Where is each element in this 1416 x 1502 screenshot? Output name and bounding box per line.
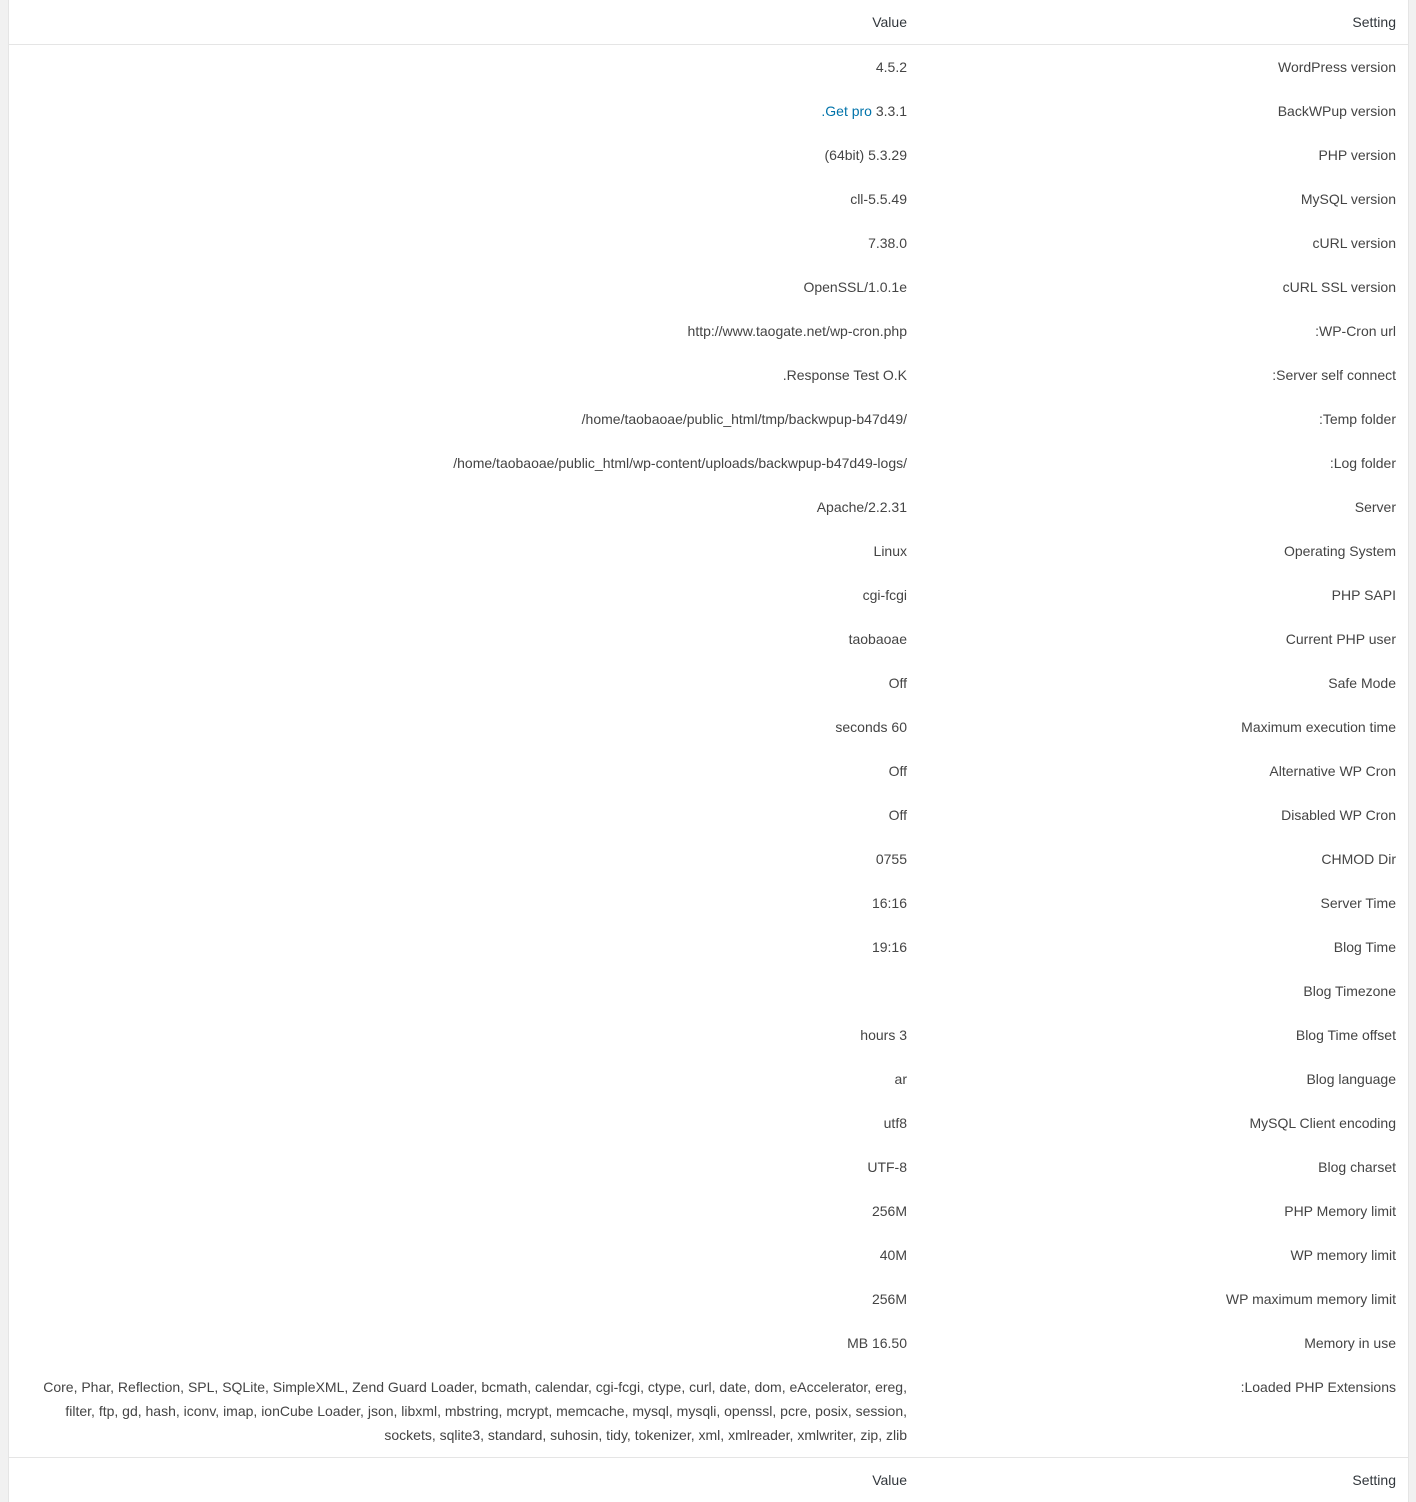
setting-label: cURL version [1312, 235, 1396, 251]
setting-value: 7.38.0 [868, 235, 907, 251]
table-row [9, 749, 1408, 793]
table-row [9, 1277, 1408, 1321]
setting-value: Apache/2.2.31 [816, 499, 907, 515]
setting-label: Blog Timezone [1303, 983, 1396, 999]
table-row [9, 1145, 1408, 1189]
setting-value: taobaoae [848, 631, 907, 647]
table-row [9, 837, 1408, 881]
setting-label: Blog charset [1318, 1159, 1396, 1175]
setting-column-header: Setting [1352, 14, 1396, 30]
setting-value: ar [894, 1071, 907, 1087]
setting-label: Disabled WP Cron [1281, 807, 1396, 823]
table-row [9, 1101, 1408, 1145]
table-row [9, 1365, 1408, 1457]
setting-value: utf8 [883, 1115, 907, 1131]
table-row [9, 309, 1408, 353]
table-row [9, 705, 1408, 749]
setting-label: cURL SSL version [1282, 279, 1396, 295]
setting-value: hours 3 [860, 1027, 907, 1043]
table-row [9, 881, 1408, 925]
get-pro-link[interactable]: .Get pro [821, 103, 872, 119]
setting-label: Alternative WP Cron [1269, 763, 1396, 779]
setting-label: WordPress version [1277, 59, 1396, 75]
value-column-footer: Value [872, 1472, 907, 1488]
setting-value [9, 969, 919, 1013]
setting-column-footer: Setting [1352, 1472, 1396, 1488]
setting-label: PHP version [1318, 147, 1396, 163]
setting-label: Server Time [1320, 895, 1396, 911]
table-row [9, 397, 1408, 441]
setting-value: 40M [879, 1247, 907, 1263]
setting-label: Memory in use [1304, 1335, 1396, 1351]
table-row [9, 485, 1408, 529]
table-row [9, 221, 1408, 265]
setting-label: :Log folder [1329, 455, 1396, 471]
setting-value: /home/taobaoae/public_html/wp-content/uploads/backwpup-b47d49-logs/ [453, 455, 907, 471]
table-row [9, 1013, 1408, 1057]
setting-label: :WP-Cron url [1315, 323, 1396, 339]
setting-value: seconds 60 [835, 719, 907, 735]
table-row [9, 969, 1408, 1013]
setting-label: Safe Mode [1328, 675, 1396, 691]
table-row [9, 441, 1408, 485]
table-row [9, 617, 1408, 661]
table-row [9, 1233, 1408, 1277]
setting-value: 0755 [875, 851, 907, 867]
setting-label: Operating System [1283, 543, 1396, 559]
setting-label: :Server self connect [1272, 367, 1396, 383]
setting-label: WP maximum memory limit [1225, 1291, 1396, 1307]
setting-value: cgi-fcgi [862, 587, 907, 603]
table-row [9, 1321, 1408, 1365]
setting-label: Blog Time [1333, 939, 1396, 955]
table-row [9, 1189, 1408, 1233]
setting-label: CHMOD Dir [1321, 851, 1396, 867]
setting-value: MB 16.50 [847, 1335, 907, 1351]
table-row [9, 573, 1408, 617]
setting-label: Server [1354, 499, 1396, 515]
setting-value: Off [888, 807, 907, 823]
table-footer-row [9, 1457, 1408, 1502]
setting-label: PHP Memory limit [1284, 1203, 1396, 1219]
setting-value: Core, Phar, Reflection, SPL, SQLite, SimpleXML, Zend Guard Loader, bcmath, calendar, cgi-fcgi, ctype, curl, date, dom, eAccelerator, ereg, filter, ftp, gd, hash, iconv, imap, ionCube Loader, json, libxml, mbstring, mcrypt, memcache, mysql, mysqli, openssl, pcre, posix, session, sockets, sqlite3, standard, suhosin, tidy, tokenizer, xml, xmlreader, xmlwriter, zip, zlib [43, 1379, 907, 1443]
table-row [9, 45, 1408, 89]
setting-label: PHP SAPI [1331, 587, 1396, 603]
setting-value: 16:16 [871, 895, 907, 911]
server-info-table [8, 0, 1409, 1502]
table-row [9, 793, 1408, 837]
setting-label: MySQL Client encoding [1249, 1115, 1396, 1131]
table-row [9, 661, 1408, 705]
setting-label: WP memory limit [1290, 1247, 1396, 1263]
table-row [9, 177, 1408, 221]
setting-value: 19:16 [871, 939, 907, 955]
setting-value: Off [888, 763, 907, 779]
setting-value: OpenSSL/1.0.1e [803, 279, 907, 295]
setting-label: BackWPup version [1277, 103, 1396, 119]
setting-value: /home/taobaoae/public_html/tmp/backwpup-b47d49/ [581, 411, 907, 427]
table-row [9, 265, 1408, 309]
setting-value: (64bit) 5.3.29 [824, 147, 907, 163]
setting-value: http://www.taogate.net/wp-cron.php [687, 323, 907, 339]
setting-value: .Response Test O.K [782, 367, 907, 383]
table-row [9, 353, 1408, 397]
table-row [9, 529, 1408, 573]
setting-value: 4.5.2 [875, 59, 907, 75]
setting-label: Maximum execution time [1241, 719, 1396, 735]
setting-value: Off [888, 675, 907, 691]
setting-label: Blog language [1306, 1071, 1396, 1087]
table-row [9, 925, 1408, 969]
table-header-row [9, 0, 1408, 45]
setting-label: :Loaded PHP Extensions [1240, 1379, 1396, 1395]
table-body [9, 45, 1408, 1457]
setting-label: Blog Time offset [1295, 1027, 1396, 1043]
setting-label: MySQL version [1300, 191, 1396, 207]
setting-label: :Temp folder [1318, 411, 1396, 427]
setting-value: 256M [871, 1203, 907, 1219]
table-row [9, 133, 1408, 177]
setting-value: Linux [873, 543, 907, 559]
table-row [9, 89, 1408, 133]
setting-label: Current PHP user [1285, 631, 1396, 647]
value-column-header: Value [872, 14, 907, 30]
setting-value: .Get pro 3.3.1 [821, 103, 907, 119]
setting-value: UTF-8 [867, 1159, 907, 1175]
setting-value: cll-5.5.49 [850, 191, 907, 207]
table-row [9, 1057, 1408, 1101]
setting-value: 256M [871, 1291, 907, 1307]
